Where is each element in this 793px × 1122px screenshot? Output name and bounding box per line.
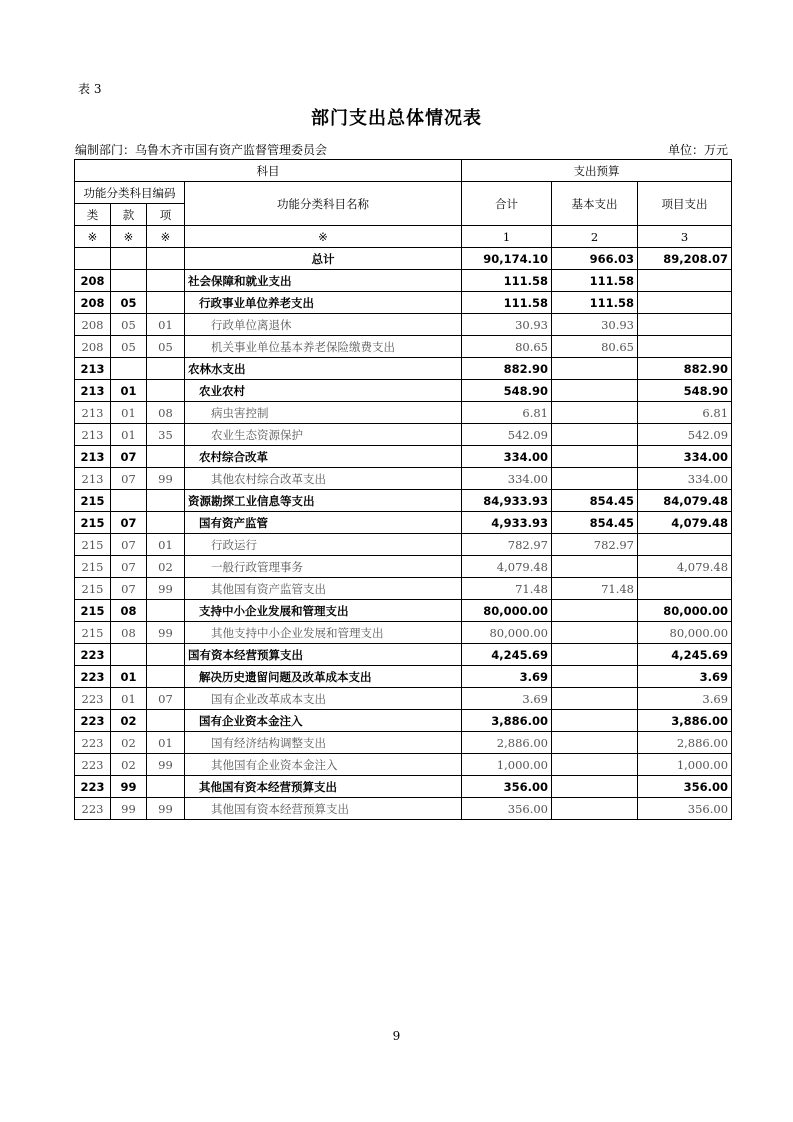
total-kuan xyxy=(111,248,147,270)
code-kuan: 01 xyxy=(111,380,147,402)
subject-name: 支持中小企业发展和管理支出 xyxy=(185,600,462,622)
code-lei: 223 xyxy=(75,666,111,688)
code-xiang: 01 xyxy=(147,732,185,754)
amount-project: 4,079.48 xyxy=(638,512,732,534)
code-kuan: 01 xyxy=(111,402,147,424)
amount-basic xyxy=(552,600,638,622)
amount-project xyxy=(638,578,732,600)
code-xiang: 99 xyxy=(147,578,185,600)
code-lei: 215 xyxy=(75,600,111,622)
amount-basic xyxy=(552,688,638,710)
header-lei: 类 xyxy=(75,204,111,226)
amount-total: 334.00 xyxy=(462,446,552,468)
code-xiang: 02 xyxy=(147,556,185,578)
amount-total: 84,933.93 xyxy=(462,490,552,512)
amount-total: 111.58 xyxy=(462,292,552,314)
index-1: 1 xyxy=(462,226,552,248)
code-lei: 223 xyxy=(75,710,111,732)
amount-project xyxy=(638,534,732,556)
table-row xyxy=(75,600,732,622)
total-label: 总计 xyxy=(185,248,462,270)
amount-basic xyxy=(552,710,638,732)
amount-project xyxy=(638,314,732,336)
table-row xyxy=(75,622,732,644)
table-row xyxy=(75,402,732,424)
code-kuan: 02 xyxy=(111,754,147,776)
table-row xyxy=(75,710,732,732)
amount-basic: 71.48 xyxy=(552,578,638,600)
code-lei: 215 xyxy=(75,622,111,644)
subject-name: 解决历史遗留问题及改革成本支出 xyxy=(185,666,462,688)
code-kuan: 02 xyxy=(111,710,147,732)
table-row xyxy=(75,754,732,776)
amount-total: 334.00 xyxy=(462,468,552,490)
amount-project: 2,886.00 xyxy=(638,732,732,754)
mark-name: ※ xyxy=(185,226,462,248)
amount-total: 80,000.00 xyxy=(462,600,552,622)
index-2: 2 xyxy=(552,226,638,248)
amount-basic xyxy=(552,776,638,798)
code-xiang xyxy=(147,446,185,468)
organization-label: 编制部门：乌鲁木齐市国有资产监督管理委员会 xyxy=(75,143,328,157)
amount-basic xyxy=(552,380,638,402)
subject-name: 其他国有资本经营预算支出 xyxy=(185,776,462,798)
table-row xyxy=(75,380,732,402)
code-lei: 215 xyxy=(75,578,111,600)
page-number: 9 xyxy=(392,1029,401,1043)
code-xiang xyxy=(147,666,185,688)
code-xiang xyxy=(147,644,185,666)
code-xiang xyxy=(147,710,185,732)
code-kuan: 07 xyxy=(111,468,147,490)
amount-project: 3.69 xyxy=(638,688,732,710)
amount-project: 548.90 xyxy=(638,380,732,402)
amount-basic xyxy=(552,754,638,776)
code-kuan: 07 xyxy=(111,556,147,578)
code-kuan: 99 xyxy=(111,776,147,798)
code-kuan: 02 xyxy=(111,732,147,754)
header-name: 功能分类科目名称 xyxy=(185,182,462,226)
code-kuan: 99 xyxy=(111,798,147,820)
page-title: 部门支出总体情况表 xyxy=(311,108,482,129)
code-kuan: 07 xyxy=(111,446,147,468)
amount-basic: 80.65 xyxy=(552,336,638,358)
table-row xyxy=(75,358,732,380)
index-3: 3 xyxy=(638,226,732,248)
amount-project: 80,000.00 xyxy=(638,600,732,622)
code-lei: 213 xyxy=(75,446,111,468)
subject-name: 农林水支出 xyxy=(185,358,462,380)
amount-project: 542.09 xyxy=(638,424,732,446)
code-lei: 215 xyxy=(75,534,111,556)
subject-name: 其他支持中小企业发展和管理支出 xyxy=(185,622,462,644)
amount-basic: 782.97 xyxy=(552,534,638,556)
code-xiang: 08 xyxy=(147,402,185,424)
table-row xyxy=(75,666,732,688)
code-xiang xyxy=(147,776,185,798)
code-lei: 213 xyxy=(75,468,111,490)
header-code-group: 功能分类科目编码 xyxy=(75,182,185,204)
table-row xyxy=(75,424,732,446)
amount-total: 4,079.48 xyxy=(462,556,552,578)
amount-total: 356.00 xyxy=(462,798,552,820)
header-row-1 xyxy=(75,160,732,182)
table-row xyxy=(75,292,732,314)
amount-total: 548.90 xyxy=(462,380,552,402)
code-kuan xyxy=(111,358,147,380)
table-row xyxy=(75,644,732,666)
code-lei: 223 xyxy=(75,688,111,710)
table-row xyxy=(75,270,732,292)
amount-total: 80.65 xyxy=(462,336,552,358)
code-lei: 213 xyxy=(75,424,111,446)
code-lei: 215 xyxy=(75,490,111,512)
amount-total: 542.09 xyxy=(462,424,552,446)
total-total: 90,174.10 xyxy=(462,248,552,270)
total-xiang xyxy=(147,248,185,270)
code-xiang xyxy=(147,490,185,512)
amount-basic xyxy=(552,556,638,578)
total-basic: 966.03 xyxy=(552,248,638,270)
table-row xyxy=(75,336,732,358)
amount-project: 4,079.48 xyxy=(638,556,732,578)
code-xiang xyxy=(147,358,185,380)
subject-name: 其他国有企业资本金注入 xyxy=(185,754,462,776)
table-row xyxy=(75,534,732,556)
amount-basic: 854.45 xyxy=(552,512,638,534)
subject-name: 农业生态资源保护 xyxy=(185,424,462,446)
code-xiang xyxy=(147,270,185,292)
code-lei: 223 xyxy=(75,644,111,666)
amount-basic: 30.93 xyxy=(552,314,638,336)
subject-name: 国有经济结构调整支出 xyxy=(185,732,462,754)
code-lei: 213 xyxy=(75,358,111,380)
mark-kuan: ※ xyxy=(111,226,147,248)
code-lei: 213 xyxy=(75,402,111,424)
header-project: 项目支出 xyxy=(638,182,732,226)
amount-project: 3.69 xyxy=(638,666,732,688)
header-total: 合计 xyxy=(462,182,552,226)
amount-project: 334.00 xyxy=(638,446,732,468)
code-kuan: 05 xyxy=(111,292,147,314)
code-lei: 223 xyxy=(75,798,111,820)
code-lei: 213 xyxy=(75,380,111,402)
code-xiang: 35 xyxy=(147,424,185,446)
code-lei: 223 xyxy=(75,776,111,798)
amount-basic xyxy=(552,424,638,446)
header-kuan: 款 xyxy=(111,204,147,226)
code-kuan: 05 xyxy=(111,336,147,358)
header-xiang: 项 xyxy=(147,204,185,226)
total-row xyxy=(75,248,732,270)
amount-project: 356.00 xyxy=(638,776,732,798)
code-lei: 208 xyxy=(75,270,111,292)
table-row xyxy=(75,688,732,710)
amount-basic: 111.58 xyxy=(552,292,638,314)
expenditure-table xyxy=(74,159,732,820)
table-row xyxy=(75,798,732,820)
unit-label: 单位：万元 xyxy=(668,143,729,157)
code-lei: 215 xyxy=(75,512,111,534)
amount-basic xyxy=(552,468,638,490)
table-label: 表 3 xyxy=(78,82,102,96)
table-row xyxy=(75,776,732,798)
subject-name: 其他国有资产监管支出 xyxy=(185,578,462,600)
amount-total: 80,000.00 xyxy=(462,622,552,644)
amount-total: 3.69 xyxy=(462,666,552,688)
amount-total: 30.93 xyxy=(462,314,552,336)
code-xiang xyxy=(147,292,185,314)
subject-name: 其他国有资本经营预算支出 xyxy=(185,798,462,820)
subject-name: 国有资产监管 xyxy=(185,512,462,534)
amount-project: 1,000.00 xyxy=(638,754,732,776)
table-row xyxy=(75,578,732,600)
amount-project: 334.00 xyxy=(638,468,732,490)
total-lei xyxy=(75,248,111,270)
subject-name: 国有资本经营预算支出 xyxy=(185,644,462,666)
mark-xiang: ※ xyxy=(147,226,185,248)
code-lei: 223 xyxy=(75,732,111,754)
table-row xyxy=(75,732,732,754)
code-lei: 208 xyxy=(75,292,111,314)
subject-name: 社会保障和就业支出 xyxy=(185,270,462,292)
code-xiang: 05 xyxy=(147,336,185,358)
amount-project: 3,886.00 xyxy=(638,710,732,732)
code-kuan: 07 xyxy=(111,578,147,600)
table-row xyxy=(75,314,732,336)
code-lei: 215 xyxy=(75,556,111,578)
amount-basic xyxy=(552,358,638,380)
code-kuan: 01 xyxy=(111,424,147,446)
code-kuan: 08 xyxy=(111,600,147,622)
amount-basic xyxy=(552,446,638,468)
code-kuan xyxy=(111,270,147,292)
subject-name: 国有企业改革成本支出 xyxy=(185,688,462,710)
amount-project: 4,245.69 xyxy=(638,644,732,666)
subject-name: 行政运行 xyxy=(185,534,462,556)
header-budget: 支出预算 xyxy=(462,160,732,182)
subject-name: 农村综合改革 xyxy=(185,446,462,468)
header-basic: 基本支出 xyxy=(552,182,638,226)
code-xiang: 99 xyxy=(147,468,185,490)
amount-basic xyxy=(552,622,638,644)
subject-name: 机关事业单位基本养老保险缴费支出 xyxy=(185,336,462,358)
amount-total: 3.69 xyxy=(462,688,552,710)
code-kuan: 01 xyxy=(111,688,147,710)
amount-total: 1,000.00 xyxy=(462,754,552,776)
header-row-2 xyxy=(75,182,732,204)
code-xiang xyxy=(147,512,185,534)
code-xiang: 99 xyxy=(147,754,185,776)
amount-project: 84,079.48 xyxy=(638,490,732,512)
amount-total: 2,886.00 xyxy=(462,732,552,754)
subject-name: 一般行政管理事务 xyxy=(185,556,462,578)
amount-total: 882.90 xyxy=(462,358,552,380)
amount-basic xyxy=(552,798,638,820)
amount-project: 356.00 xyxy=(638,798,732,820)
code-kuan: 01 xyxy=(111,666,147,688)
amount-basic xyxy=(552,666,638,688)
total-project: 89,208.07 xyxy=(638,248,732,270)
amount-basic xyxy=(552,644,638,666)
amount-project xyxy=(638,336,732,358)
code-kuan: 07 xyxy=(111,534,147,556)
amount-basic xyxy=(552,402,638,424)
code-kuan: 07 xyxy=(111,512,147,534)
amount-total: 782.97 xyxy=(462,534,552,556)
subject-name: 国有企业资本金注入 xyxy=(185,710,462,732)
amount-project: 6.81 xyxy=(638,402,732,424)
amount-basic: 854.45 xyxy=(552,490,638,512)
table-row xyxy=(75,490,732,512)
code-kuan: 05 xyxy=(111,314,147,336)
amount-project: 882.90 xyxy=(638,358,732,380)
amount-total: 6.81 xyxy=(462,402,552,424)
amount-basic: 111.58 xyxy=(552,270,638,292)
table-row xyxy=(75,512,732,534)
subject-name: 行政事业单位养老支出 xyxy=(185,292,462,314)
amount-project: 80,000.00 xyxy=(638,622,732,644)
code-xiang: 99 xyxy=(147,798,185,820)
mark-lei: ※ xyxy=(75,226,111,248)
amount-total: 4,933.93 xyxy=(462,512,552,534)
table-row xyxy=(75,468,732,490)
subject-name: 行政单位离退休 xyxy=(185,314,462,336)
code-kuan xyxy=(111,490,147,512)
header-subject: 科目 xyxy=(75,160,462,182)
amount-total: 356.00 xyxy=(462,776,552,798)
subject-name: 资源勘探工业信息等支出 xyxy=(185,490,462,512)
code-xiang: 07 xyxy=(147,688,185,710)
amount-total: 71.48 xyxy=(462,578,552,600)
code-xiang: 01 xyxy=(147,314,185,336)
amount-project xyxy=(638,270,732,292)
subject-name: 病虫害控制 xyxy=(185,402,462,424)
code-kuan: 08 xyxy=(111,622,147,644)
amount-project xyxy=(638,292,732,314)
subject-name: 农业农村 xyxy=(185,380,462,402)
table-row xyxy=(75,446,732,468)
header-index-row xyxy=(75,226,732,248)
amount-total: 3,886.00 xyxy=(462,710,552,732)
code-kuan xyxy=(111,644,147,666)
code-lei: 208 xyxy=(75,336,111,358)
code-xiang xyxy=(147,380,185,402)
code-lei: 208 xyxy=(75,314,111,336)
table-row xyxy=(75,556,732,578)
code-xiang: 99 xyxy=(147,622,185,644)
amount-total: 4,245.69 xyxy=(462,644,552,666)
amount-basic xyxy=(552,732,638,754)
amount-total: 111.58 xyxy=(462,270,552,292)
code-xiang xyxy=(147,600,185,622)
code-lei: 223 xyxy=(75,754,111,776)
code-xiang: 01 xyxy=(147,534,185,556)
subject-name: 其他农村综合改革支出 xyxy=(185,468,462,490)
